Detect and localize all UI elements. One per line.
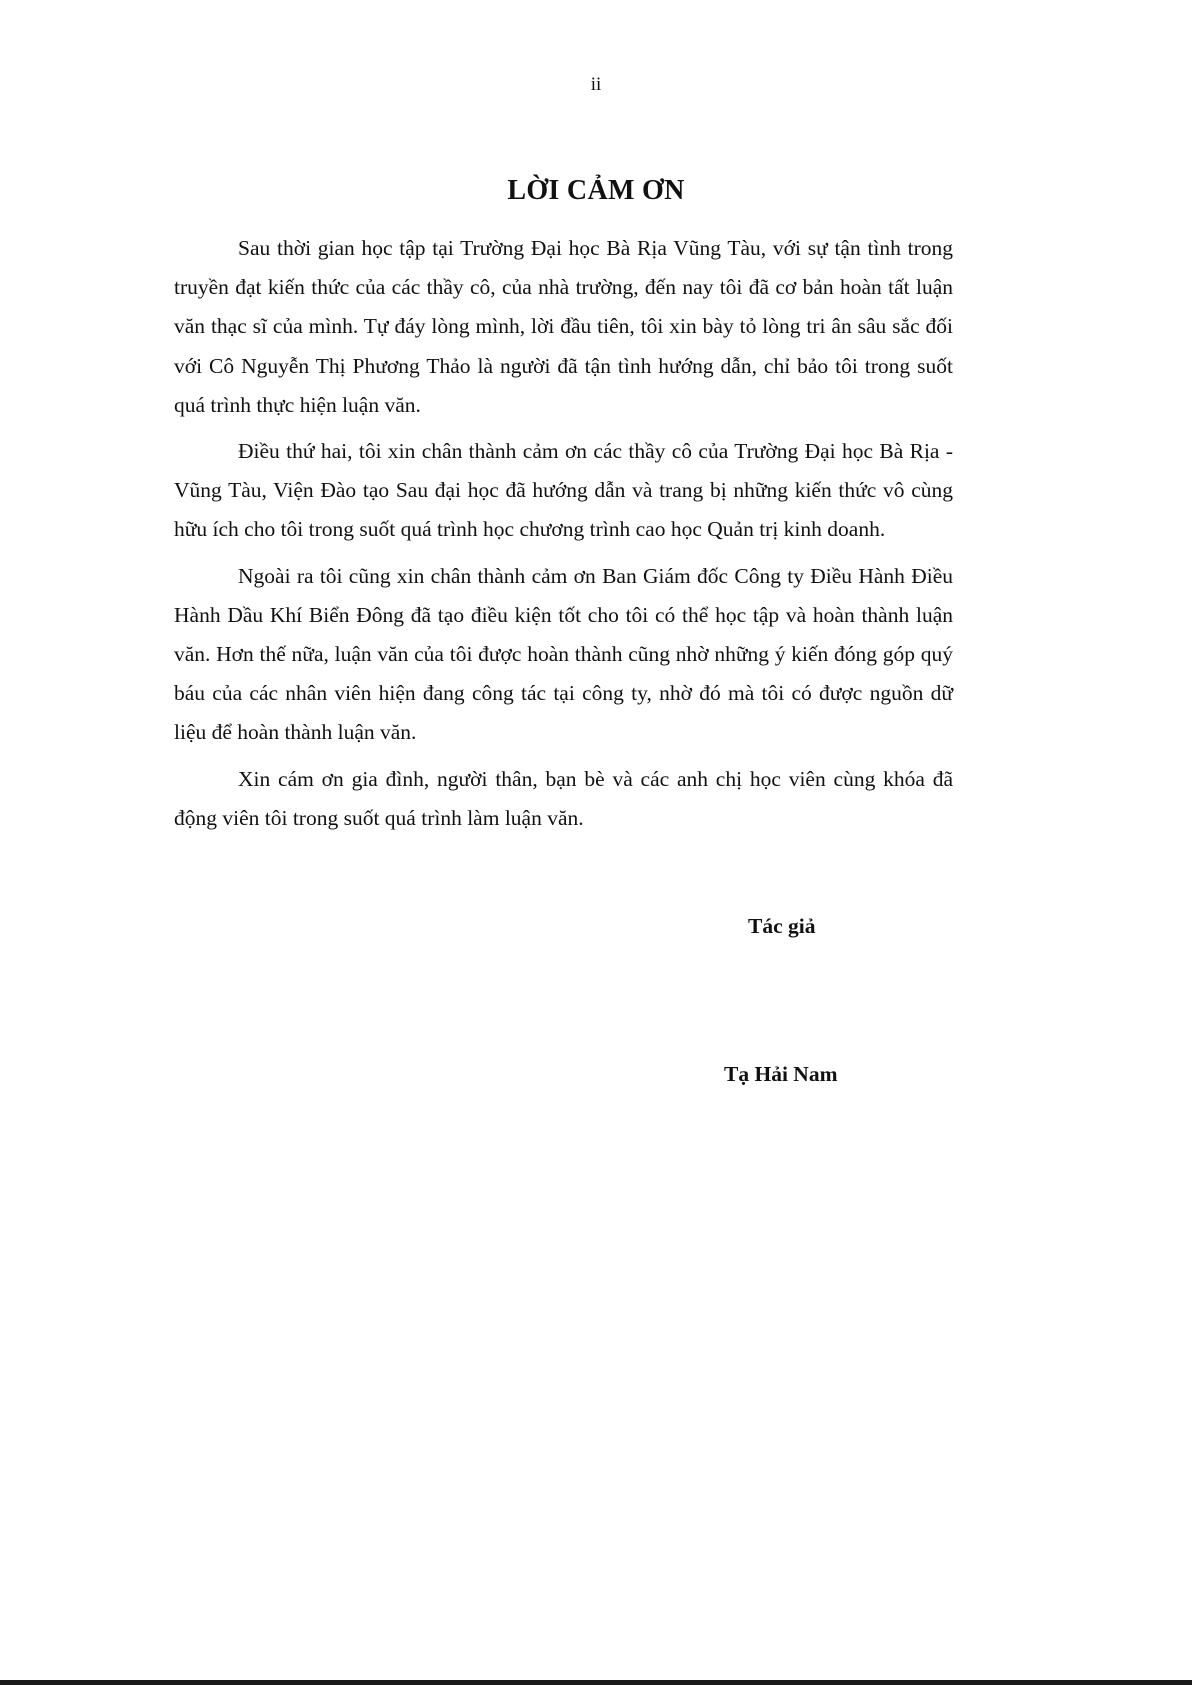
bottom-border — [0, 1680, 1192, 1685]
signature-name: Tạ Hải Nam — [724, 1062, 838, 1086]
paragraph-2: Điều thứ hai, tôi xin chân thành cảm ơn các thầy cô của Trường Đại học Bà Rịa - Vũng Tàu, Viện Đào tạo Sau đại học đã hướng dẫn và trang bị những kiến thức vô cùng hữu ích cho tôi trong suốt quá trình học chương trình cao học Quản trị kinh doanh. — [174, 439, 953, 542]
page-title: LỜI CẢM ƠN — [507, 175, 685, 206]
paragraph-1: Sau thời gian học tập tại Trường Đại học Bà Rịa Vũng Tàu, với sự tận tình trong truyền đạt kiến thức của các thầy cô, của nhà trường, đến nay tôi đã cơ bản hoàn tất luận văn thạc sĩ của mình. Tự đáy lòng mình, lời đầu tiên, tôi xin bày tỏ lòng tri ân sâu sắc đối với Cô Nguyễn Thị Phương Thảo là người đã tận tình hướng dẫn, chỉ bảo tôi trong suốt quá trình thực hiện luận văn. — [174, 236, 953, 417]
page-number: ii — [590, 74, 602, 95]
paragraph-3: Ngoài ra tôi cũng xin chân thành cảm ơn Ban Giám đốc Công ty Điều Hành Điều Hành Dầu Khí Biển Đông đã tạo điều kiện tốt cho tôi có thể học tập và hoàn thành luận văn. Hơn thế nữa, luận văn của tôi được hoàn thành cũng nhờ những ý kiến đóng góp quý báu của các nhân viên hiện đang công tác tại công ty, nhờ đó mà tôi có được nguồn dữ liệu để hoàn thành luận văn. — [174, 563, 953, 745]
paragraph-4: Xin cám ơn gia đình, người thân, bạn bè và các anh chị học viên cùng khóa đã động viên tôi trong suốt quá trình làm luận văn. — [174, 766, 953, 830]
acknowledgement-body — [174, 229, 953, 845]
signature-role: Tác giả — [748, 914, 816, 938]
